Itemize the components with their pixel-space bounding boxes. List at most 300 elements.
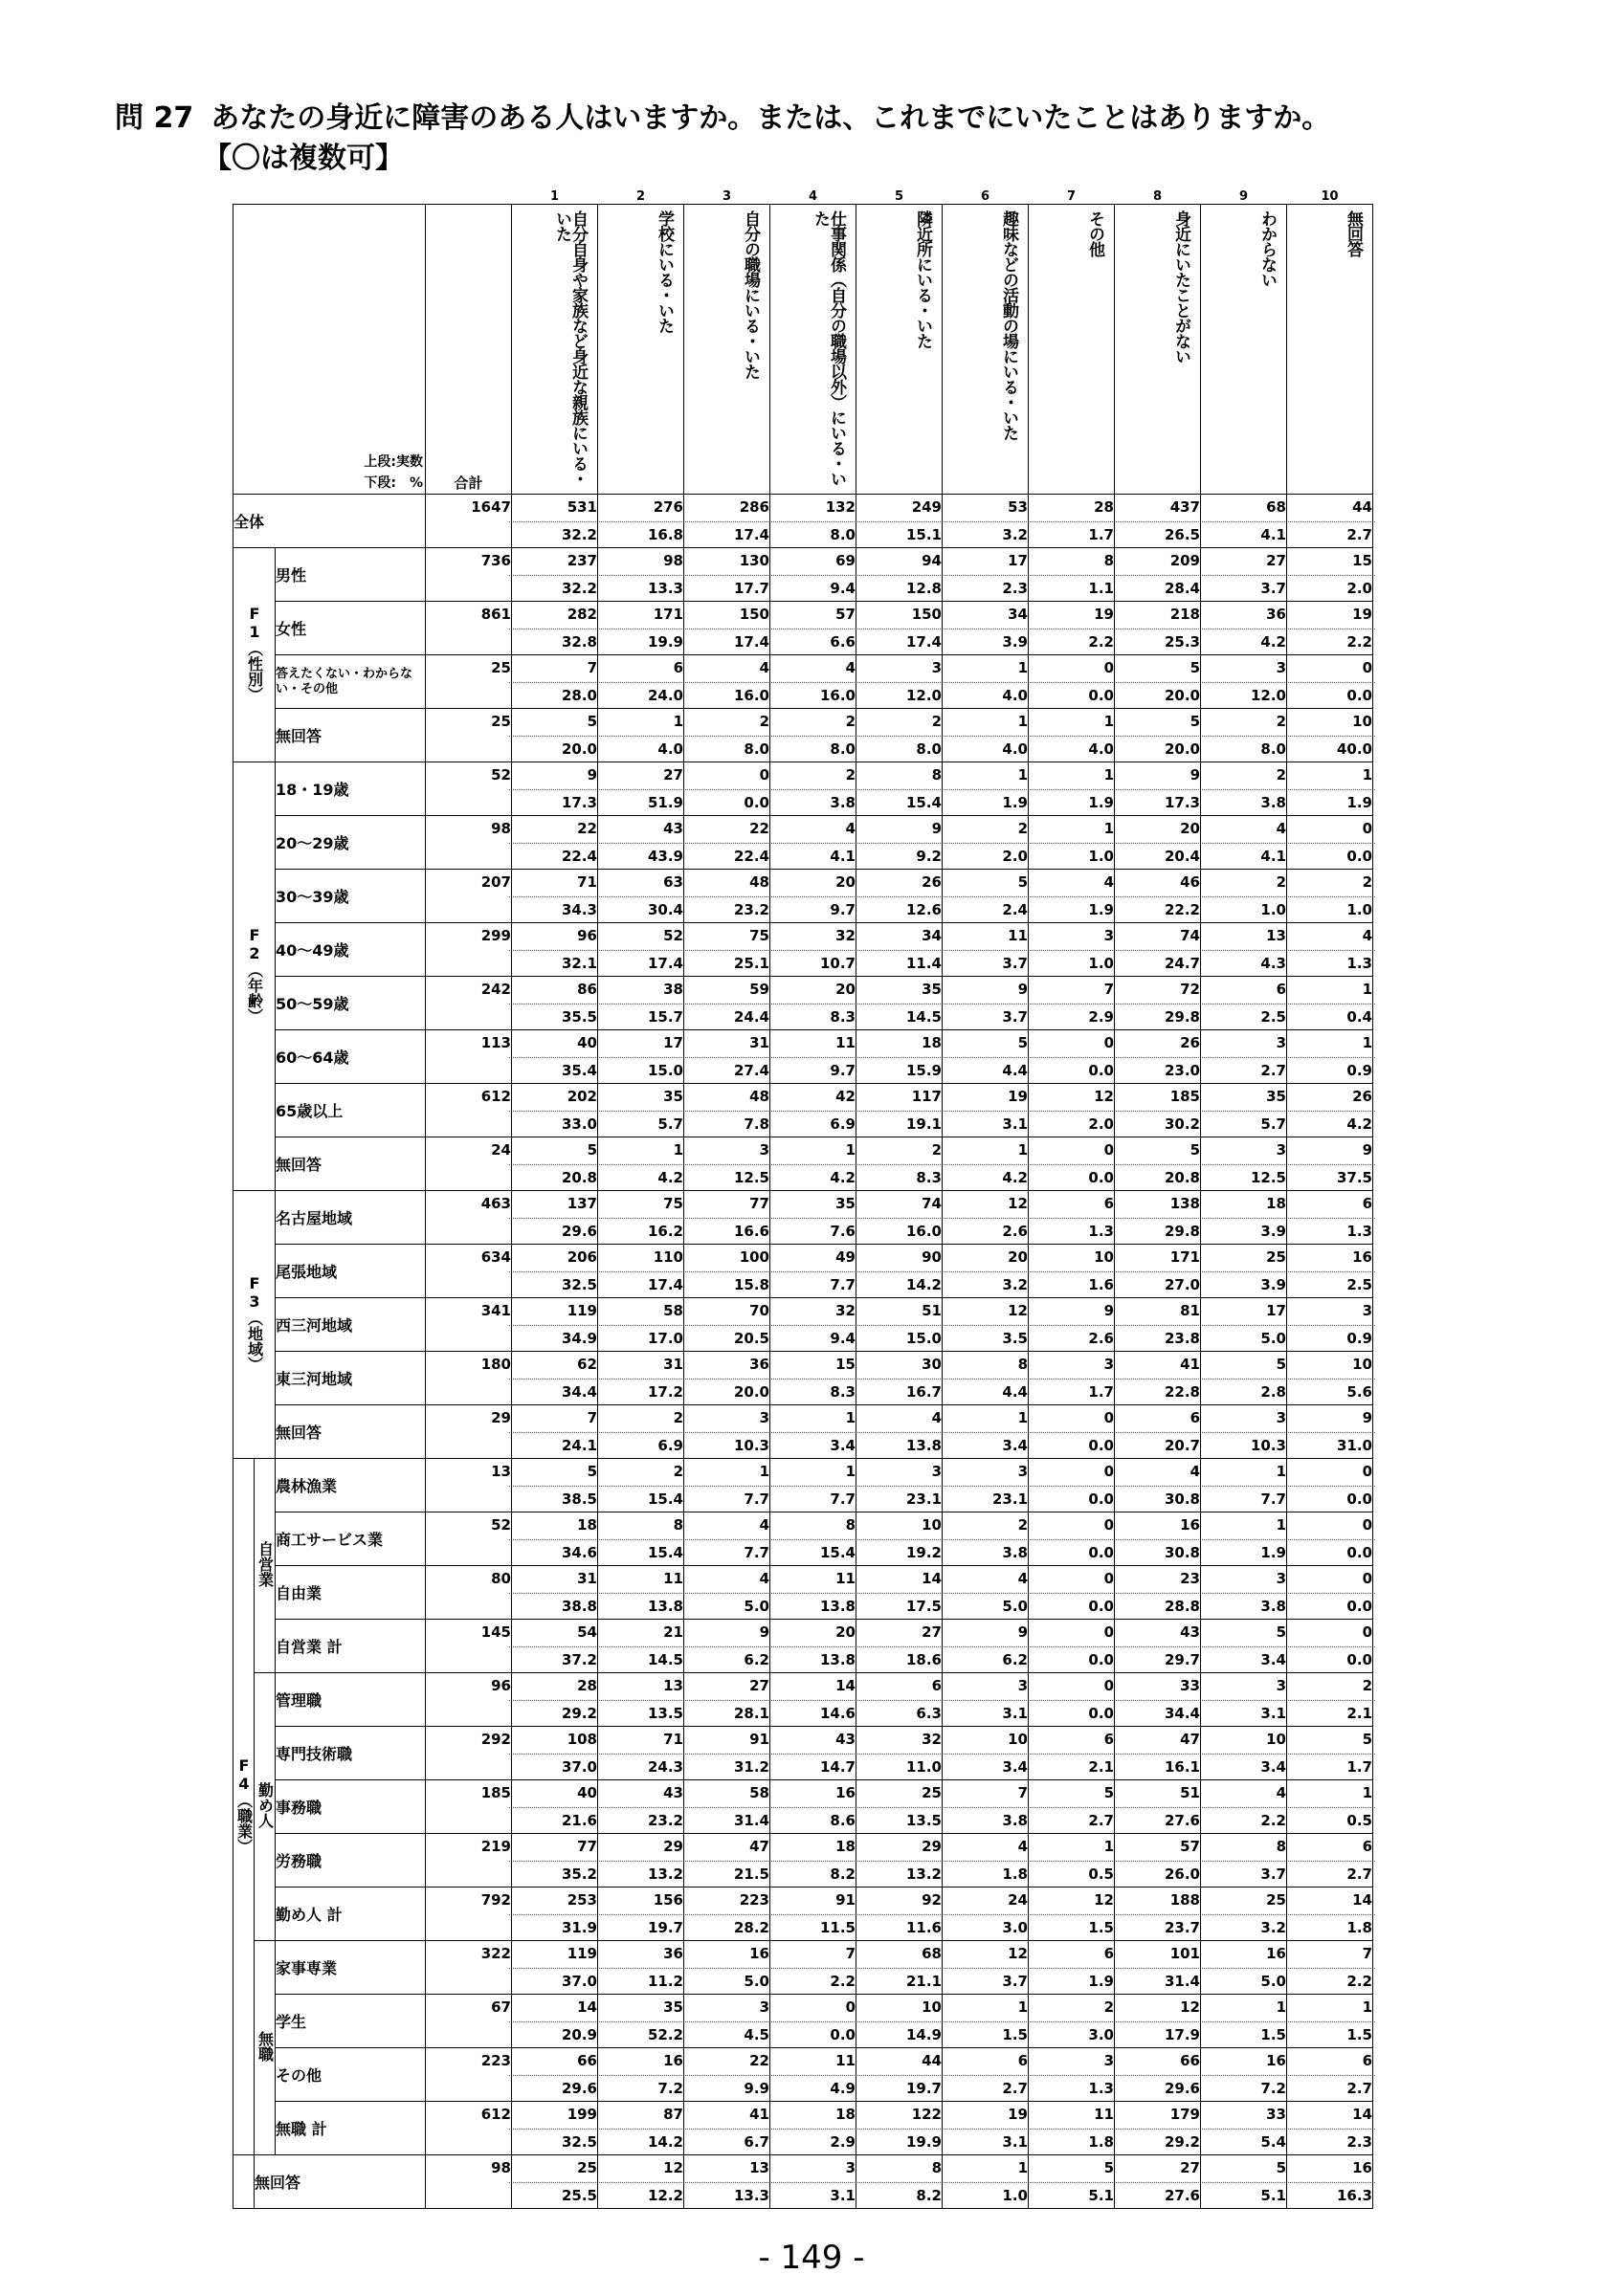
count-value: 1 <box>1017 1409 1028 1426</box>
row-label: 専門技術職 <box>276 1727 426 1780</box>
percent-value: 7.2 <box>1260 2080 1286 2097</box>
percent-value: 2.9 <box>830 2133 856 2151</box>
percent-value: 0.0 <box>1088 1437 1114 1454</box>
count-value: 16 <box>1266 1945 1286 1962</box>
count-value: 86 <box>577 981 597 998</box>
percent-value: 23.1 <box>905 1490 942 1508</box>
row-label: 18・19歳 <box>276 762 426 816</box>
count-value: 1 <box>1276 1998 1286 2016</box>
count-value: 13 <box>663 1677 683 1694</box>
count-value: 18 <box>835 1838 856 1855</box>
percent-value: 17.4 <box>733 633 769 651</box>
count-value: 9 <box>1362 1141 1372 1159</box>
row-label: 無回答 <box>276 1405 426 1459</box>
percent-value: 13.5 <box>905 1812 942 1829</box>
count-value: 3 <box>1017 1677 1028 1694</box>
percent-value: 29.6 <box>561 2080 597 2097</box>
percent-value: 22.2 <box>1164 901 1200 918</box>
percent-value: 4.1 <box>1260 526 1286 543</box>
count-value: 2 <box>845 766 856 784</box>
count-value: 1 <box>1362 981 1372 998</box>
count-value: 110 <box>653 1248 683 1266</box>
percent-value: 12.5 <box>733 1169 769 1186</box>
count-value: 3 <box>1362 1302 1372 1319</box>
count-value: 2 <box>1362 1677 1372 1694</box>
count-value: 0 <box>1103 1141 1114 1159</box>
total-value: 463 <box>480 1195 511 1212</box>
total-value: 52 <box>491 766 511 784</box>
percent-value: 19.2 <box>905 1544 942 1561</box>
count-value: 27 <box>922 1623 942 1641</box>
count-value: 3 <box>1276 1409 1286 1426</box>
count-value: 3 <box>1276 659 1286 676</box>
count-value: 10 <box>1352 713 1372 730</box>
percent-value: 32.2 <box>561 526 597 543</box>
percent-value: 4.2 <box>830 1169 856 1186</box>
percent-value: 2.5 <box>1260 1008 1286 1026</box>
percent-value: 15.4 <box>647 1490 683 1508</box>
percent-value: 5.0 <box>1002 1598 1028 1615</box>
percent-value: 25.1 <box>733 955 769 972</box>
percent-value: 0.0 <box>1346 1598 1372 1615</box>
percent-value: 13.3 <box>733 2187 769 2204</box>
count-value: 74 <box>1180 927 1200 944</box>
percent-value: 8.2 <box>916 2187 942 2204</box>
row-label: 勤め人 計 <box>276 1888 426 1941</box>
percent-value: 16.8 <box>647 526 683 543</box>
count-value: 8 <box>1276 1838 1286 1855</box>
group-label: F1（性別） <box>245 604 264 702</box>
percent-value: 29.6 <box>561 1223 597 1240</box>
column-header: 自分自身や家族など身近な親族にいる・いた <box>552 210 588 486</box>
percent-value: 2.2 <box>830 1973 856 1990</box>
count-value: 2 <box>931 1141 942 1159</box>
percent-value: 8.0 <box>830 526 856 543</box>
count-value: 13 <box>1266 927 1286 944</box>
percent-value: 17.7 <box>733 580 769 597</box>
count-value: 1 <box>1276 1463 1286 1480</box>
percent-value: 30.8 <box>1164 1544 1200 1561</box>
percent-value: 17.4 <box>647 1276 683 1293</box>
count-value: 12 <box>1008 1195 1028 1212</box>
percent-value: 7.7 <box>744 1544 769 1561</box>
count-value: 31 <box>577 1570 597 1587</box>
group-label: F3（地域） <box>245 1273 264 1372</box>
row-label: 無回答 <box>255 2155 426 2209</box>
question-text: あなたの身近に障害のある人はいますか。または、これまでにいたことはありますか。 <box>211 101 1331 135</box>
count-value: 35 <box>663 1998 683 2016</box>
count-value: 10 <box>922 1516 942 1534</box>
percent-value: 0.0 <box>1346 1651 1372 1668</box>
count-value: 3 <box>1103 2052 1114 2069</box>
percent-value: 16.0 <box>819 687 856 704</box>
percent-value: 37.0 <box>561 1758 597 1776</box>
percent-value: 3.9 <box>1260 1276 1286 1293</box>
row-label: 無職 計 <box>276 2102 426 2155</box>
percent-value: 5.0 <box>744 1598 769 1615</box>
count-value: 1 <box>673 1141 683 1159</box>
count-value: 22 <box>749 2052 769 2069</box>
percent-value: 18.6 <box>905 1651 942 1668</box>
percent-value: 20.0 <box>1164 687 1200 704</box>
count-value: 1 <box>1362 1784 1372 1801</box>
column-number: 8 <box>1152 189 1163 204</box>
total-value: 634 <box>480 1248 511 1266</box>
count-value: 1 <box>1362 766 1372 784</box>
count-value: 47 <box>1180 1731 1200 1748</box>
row-label: 事務職 <box>276 1780 426 1834</box>
percent-value: 2.0 <box>1002 848 1028 865</box>
percent-value: 31.2 <box>733 1758 769 1776</box>
legend-top: 上段:実数 <box>364 454 423 470</box>
percent-value: 34.4 <box>1164 1705 1200 1722</box>
total-value: 219 <box>480 1838 511 1855</box>
percent-value: 1.9 <box>1088 1973 1114 1990</box>
count-value: 46 <box>1180 873 1200 891</box>
column-header: 無回答 <box>1344 210 1363 256</box>
column-header: 隣近所にいる・いた <box>913 210 932 348</box>
percent-value: 5.0 <box>744 1973 769 1990</box>
percent-value: 17.3 <box>1164 794 1200 811</box>
count-value: 9 <box>1362 1409 1372 1426</box>
legend <box>233 452 425 494</box>
count-value: 150 <box>911 606 942 623</box>
count-value: 119 <box>567 1302 597 1319</box>
percent-value: 19.1 <box>905 1115 942 1133</box>
count-value: 70 <box>749 1302 769 1319</box>
column-number: 7 <box>1066 189 1077 204</box>
count-value: 29 <box>663 1838 683 1855</box>
total-value: 736 <box>480 552 511 569</box>
count-value: 20 <box>1008 1248 1028 1266</box>
percent-value: 3.7 <box>1002 955 1028 972</box>
percent-value: 0.0 <box>1088 1169 1114 1186</box>
column-number: 9 <box>1238 189 1249 204</box>
count-value: 5 <box>587 1141 597 1159</box>
count-value: 6 <box>1017 2052 1028 2069</box>
count-value: 11 <box>835 1570 856 1587</box>
count-value: 26 <box>922 873 942 891</box>
percent-value: 1.3 <box>1088 1223 1114 1240</box>
count-value: 16 <box>1180 1516 1200 1534</box>
percent-value: 23.0 <box>1164 1062 1200 1079</box>
percent-value: 21.5 <box>733 1866 769 1883</box>
percent-value: 4.2 <box>657 1169 683 1186</box>
percent-value: 9.4 <box>830 580 856 597</box>
count-value: 7 <box>845 1945 856 1962</box>
percent-value: 1.3 <box>1346 955 1372 972</box>
count-value: 4 <box>1362 927 1372 944</box>
percent-value: 27.0 <box>1164 1276 1200 1293</box>
count-value: 3 <box>759 1141 769 1159</box>
question-subtitle: 【〇は複数可】 <box>203 142 404 175</box>
percent-value: 8.3 <box>830 1383 856 1401</box>
percent-value: 2.0 <box>1088 1115 1114 1133</box>
count-value: 43 <box>663 820 683 837</box>
legend-bottom: 下段: % <box>364 475 423 491</box>
count-value: 138 <box>1169 1195 1200 1212</box>
percent-value: 13.8 <box>819 1598 856 1615</box>
count-value: 4 <box>931 1409 942 1426</box>
count-value: 42 <box>835 1088 856 1105</box>
percent-value: 51.9 <box>647 794 683 811</box>
count-value: 10 <box>1008 1731 1028 1748</box>
percent-value: 24.7 <box>1164 955 1200 972</box>
count-value: 11 <box>835 2052 856 2069</box>
percent-value: 4.5 <box>744 2026 769 2043</box>
percent-value: 17.4 <box>647 955 683 972</box>
count-value: 35 <box>663 1088 683 1105</box>
percent-value: 31.4 <box>1164 1973 1200 1990</box>
percent-value: 25.5 <box>561 2187 597 2204</box>
count-value: 15 <box>1352 552 1372 569</box>
percent-value: 20.0 <box>1164 740 1200 758</box>
count-value: 87 <box>663 2106 683 2123</box>
percent-value: 0.9 <box>1346 1330 1372 1347</box>
percent-value: 0.5 <box>1346 1812 1372 1829</box>
percent-value: 5.6 <box>1346 1383 1372 1401</box>
count-value: 81 <box>1180 1302 1200 1319</box>
percent-value: 40.0 <box>1336 740 1372 758</box>
percent-value: 20.0 <box>733 1383 769 1401</box>
percent-value: 4.2 <box>1346 1115 1372 1133</box>
count-value: 43 <box>835 1731 856 1748</box>
percent-value: 29.2 <box>561 1705 597 1722</box>
percent-value: 0.4 <box>1346 1008 1372 1026</box>
count-value: 33 <box>1180 1677 1200 1694</box>
percent-value: 5.7 <box>657 1115 683 1133</box>
count-value: 5 <box>1362 1731 1372 1748</box>
question-number: 問 27 <box>115 101 194 135</box>
percent-value: 16.3 <box>1336 2187 1372 2204</box>
percent-value: 1.0 <box>1088 848 1114 865</box>
count-value: 132 <box>825 498 856 516</box>
percent-value: 8.0 <box>916 740 942 758</box>
percent-value: 3.0 <box>1088 2026 1114 2043</box>
percent-value: 3.7 <box>1002 1973 1028 1990</box>
percent-value: 14.6 <box>819 1705 856 1722</box>
percent-value: 9.9 <box>744 2080 769 2097</box>
percent-value: 5.7 <box>1260 1115 1286 1133</box>
percent-value: 1.0 <box>1002 2187 1028 2204</box>
percent-value: 22.4 <box>733 848 769 865</box>
count-value: 1 <box>1017 1998 1028 2016</box>
count-value: 1 <box>1017 659 1028 676</box>
count-value: 122 <box>911 2106 942 2123</box>
count-value: 66 <box>577 2052 597 2069</box>
row-label: 東三河地域 <box>276 1352 426 1405</box>
total-value: 292 <box>480 1731 511 1748</box>
count-value: 10 <box>1352 1356 1372 1373</box>
total-value: 98 <box>491 820 511 837</box>
count-value: 5 <box>587 1463 597 1480</box>
count-value: 7 <box>1017 1784 1028 1801</box>
count-value: 98 <box>663 552 683 569</box>
percent-value: 14.5 <box>905 1008 942 1026</box>
count-value: 17 <box>1008 552 1028 569</box>
column-number: 5 <box>894 189 904 204</box>
count-value: 6 <box>1103 1731 1114 1748</box>
count-value: 20 <box>835 1623 856 1641</box>
total-value: 145 <box>480 1623 511 1641</box>
count-value: 11 <box>1008 927 1028 944</box>
percent-value: 2.6 <box>1088 1330 1114 1347</box>
count-value: 1 <box>1103 820 1114 837</box>
total-value: 341 <box>480 1302 511 1319</box>
percent-value: 1.5 <box>1088 1919 1114 1936</box>
count-value: 27 <box>1180 2159 1200 2176</box>
percent-value: 8.0 <box>744 740 769 758</box>
count-value: 2 <box>845 713 856 730</box>
count-value: 27 <box>749 1677 769 1694</box>
count-value: 3 <box>1276 1677 1286 1694</box>
percent-value: 2.7 <box>1346 526 1372 543</box>
count-value: 4 <box>845 659 856 676</box>
count-value: 36 <box>663 1945 683 1962</box>
percent-value: 3.8 <box>1260 1598 1286 1615</box>
count-value: 77 <box>749 1195 769 1212</box>
percent-value: 1.9 <box>1088 794 1114 811</box>
percent-value: 1.8 <box>1346 1919 1372 1936</box>
percent-value: 1.7 <box>1088 526 1114 543</box>
percent-value: 6.9 <box>830 1115 856 1133</box>
count-value: 5 <box>1189 713 1200 730</box>
count-value: 150 <box>739 606 769 623</box>
percent-value: 7.2 <box>657 2080 683 2097</box>
count-value: 5 <box>1189 659 1200 676</box>
percent-value: 0.0 <box>830 2026 856 2043</box>
count-value: 1 <box>1017 713 1028 730</box>
count-value: 2 <box>673 1409 683 1426</box>
percent-value: 13.2 <box>647 1866 683 1883</box>
count-value: 6 <box>1362 2052 1372 2069</box>
percent-value: 13.8 <box>819 1651 856 1668</box>
column-header: 学校にいる・いた <box>655 210 674 333</box>
percent-value: 17.4 <box>733 526 769 543</box>
count-value: 1 <box>1362 1034 1372 1051</box>
count-value: 0 <box>1362 1463 1372 1480</box>
crosstab-table <box>233 187 1373 2209</box>
percent-value: 7.7 <box>1260 1490 1286 1508</box>
count-value: 44 <box>1352 498 1372 516</box>
count-value: 188 <box>1169 1891 1200 1909</box>
count-value: 16 <box>749 1945 769 1962</box>
percent-value: 23.1 <box>991 1490 1028 1508</box>
total-value: 13 <box>491 1463 511 1480</box>
count-value: 12 <box>1008 1945 1028 1962</box>
percent-value: 1.7 <box>1346 1758 1372 1776</box>
percent-value: 25.3 <box>1164 633 1200 651</box>
count-value: 2 <box>931 713 942 730</box>
percent-value: 0.0 <box>1088 1490 1114 1508</box>
percent-value: 19.7 <box>647 1919 683 1936</box>
percent-value: 1.1 <box>1088 580 1114 597</box>
percent-value: 12.2 <box>647 2187 683 2204</box>
percent-value: 24.0 <box>647 687 683 704</box>
count-value: 27 <box>1266 552 1286 569</box>
count-value: 20 <box>835 873 856 891</box>
percent-value: 15.0 <box>647 1062 683 1079</box>
count-value: 0 <box>1103 1409 1114 1426</box>
percent-value: 27.4 <box>733 1062 769 1079</box>
count-value: 62 <box>577 1356 597 1373</box>
count-value: 2 <box>673 1463 683 1480</box>
count-value: 5 <box>1276 1623 1286 1641</box>
count-value: 6 <box>673 659 683 676</box>
column-number: 6 <box>980 189 990 204</box>
column-number: 3 <box>722 189 732 204</box>
percent-value: 9.7 <box>830 901 856 918</box>
percent-value: 2.5 <box>1346 1276 1372 1293</box>
count-value: 4 <box>1103 873 1114 891</box>
count-value: 49 <box>835 1248 856 1266</box>
count-value: 0 <box>845 1998 856 2016</box>
count-value: 5 <box>1017 873 1028 891</box>
percent-value: 16.0 <box>905 1223 942 1240</box>
row-label: 無回答 <box>276 1137 426 1191</box>
count-value: 218 <box>1169 606 1200 623</box>
percent-value: 1.5 <box>1002 2026 1028 2043</box>
percent-value: 20.9 <box>561 2026 597 2043</box>
percent-value: 8.6 <box>830 1812 856 1829</box>
count-value: 6 <box>931 1677 942 1694</box>
percent-value: 1.0 <box>1346 901 1372 918</box>
count-value: 1 <box>673 713 683 730</box>
count-value: 52 <box>663 927 683 944</box>
percent-value: 31.0 <box>1336 1437 1372 1454</box>
percent-value: 15.4 <box>819 1544 856 1561</box>
total-value: 1647 <box>471 498 511 516</box>
percent-value: 2.2 <box>1260 1812 1286 1829</box>
count-value: 22 <box>577 820 597 837</box>
count-value: 57 <box>1180 1838 1200 1855</box>
percent-value: 9.4 <box>830 1330 856 1347</box>
count-value: 14 <box>1352 2106 1372 2123</box>
count-value: 47 <box>749 1838 769 1855</box>
column-header: 自分の職場にいる・いた <box>741 210 760 379</box>
count-value: 58 <box>749 1784 769 1801</box>
count-value: 1 <box>1103 1838 1114 1855</box>
percent-value: 3.4 <box>1002 1437 1028 1454</box>
percent-value: 28.1 <box>733 1705 769 1722</box>
percent-value: 3.8 <box>830 794 856 811</box>
percent-value: 0.0 <box>1088 1062 1114 1079</box>
percent-value: 2.3 <box>1346 2133 1372 2151</box>
percent-value: 1.9 <box>1088 901 1114 918</box>
count-value: 108 <box>567 1731 597 1748</box>
count-value: 63 <box>663 873 683 891</box>
count-value: 8 <box>1103 552 1114 569</box>
count-value: 94 <box>922 552 942 569</box>
percent-value: 3.8 <box>1002 1544 1028 1561</box>
percent-value: 17.3 <box>561 794 597 811</box>
total-value: 612 <box>480 1088 511 1105</box>
count-value: 11 <box>835 1034 856 1051</box>
percent-value: 11.2 <box>647 1973 683 1990</box>
count-value: 3 <box>1017 1463 1028 1480</box>
percent-value: 28.8 <box>1164 1598 1200 1615</box>
percent-value: 1.0 <box>1088 955 1114 972</box>
percent-value: 7.8 <box>744 1115 769 1133</box>
percent-value: 0.0 <box>1088 1651 1114 1668</box>
count-value: 10 <box>922 1998 942 2016</box>
count-value: 41 <box>1180 1356 1200 1373</box>
count-value: 0 <box>1362 1570 1372 1587</box>
percent-value: 0.0 <box>1088 1598 1114 1615</box>
percent-value: 2.7 <box>1002 2080 1028 2097</box>
count-value: 58 <box>663 1302 683 1319</box>
percent-value: 23.2 <box>647 1812 683 1829</box>
